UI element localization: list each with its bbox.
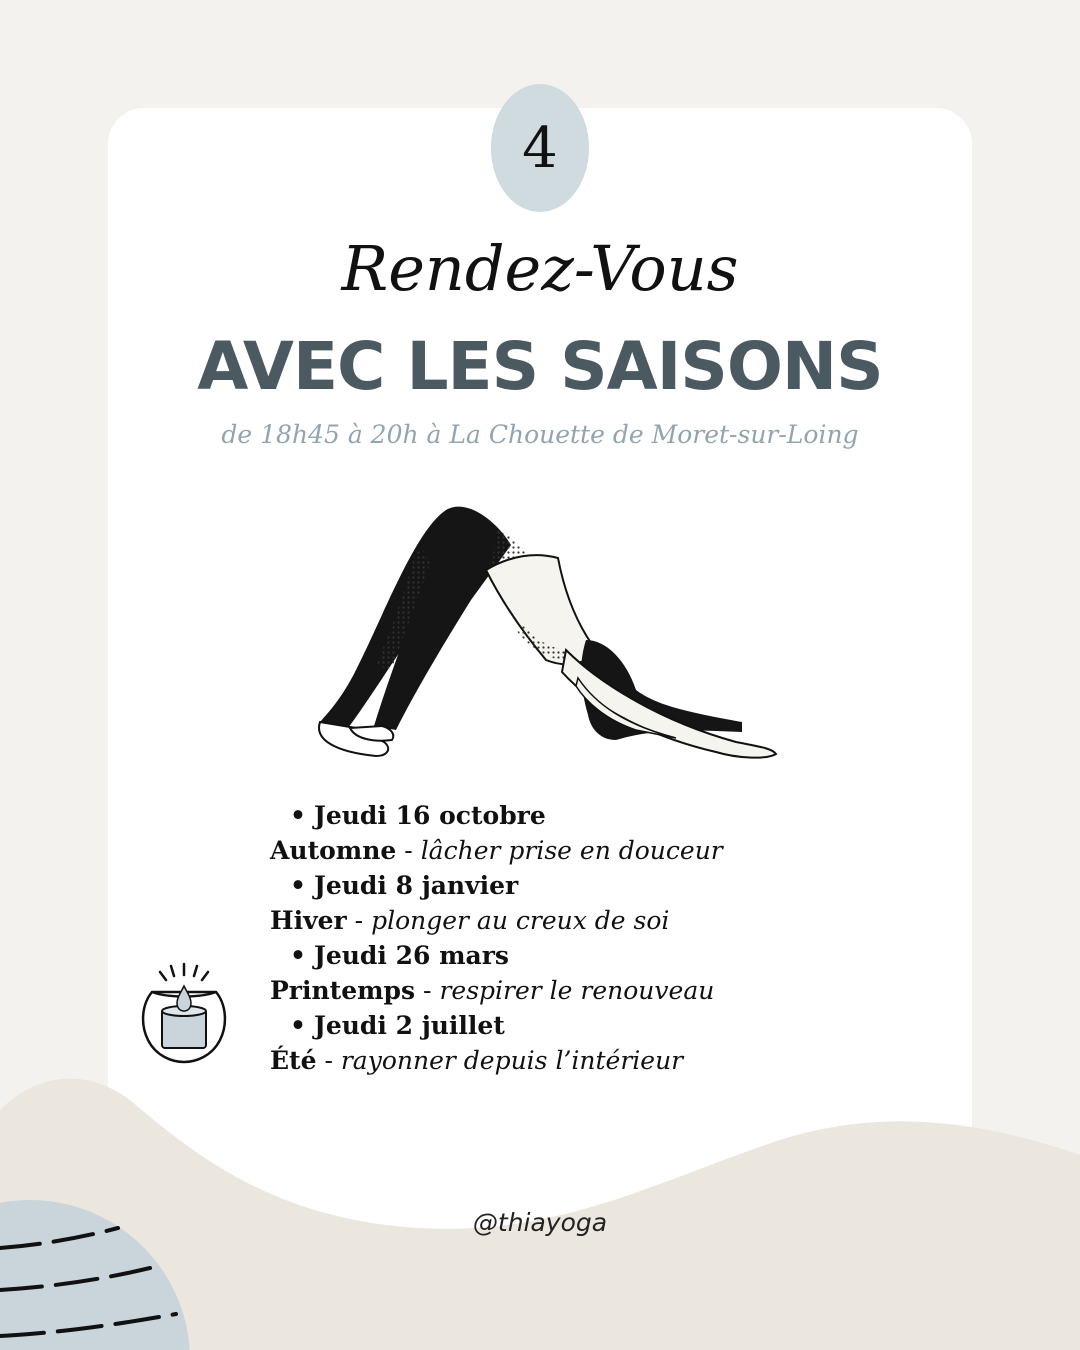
bullet: •	[290, 871, 306, 900]
schedule-list	[270, 798, 870, 1078]
schedule-season-line	[270, 973, 870, 1008]
season-theme: plonger au creux de soi	[371, 906, 670, 935]
bullet: •	[290, 1011, 306, 1040]
season-name: Été	[270, 1046, 317, 1075]
date-text: Jeudi 26 mars	[314, 941, 509, 970]
schedule-date	[270, 868, 870, 903]
date-text: Jeudi 2 juillet	[314, 1011, 505, 1040]
date-text: Jeudi 16 octobre	[314, 801, 546, 830]
bullet: •	[290, 801, 306, 830]
date-text: Jeudi 8 janvier	[314, 871, 519, 900]
step-number: 4	[522, 115, 558, 181]
separator: -	[396, 836, 421, 865]
yoga-downward-dog-illustration	[296, 490, 786, 780]
schedule-season-line	[270, 833, 870, 868]
candle-icon	[138, 962, 230, 1066]
season-theme: respirer le renouveau	[439, 976, 715, 1005]
season-name: Printemps	[270, 976, 416, 1005]
subtitle: de 18h45 à 20h à La Chouette de Moret-sur-Loing	[221, 420, 859, 449]
schedule-season-line	[270, 1043, 870, 1078]
page-title: AVEC LES SAISONS	[197, 328, 883, 405]
schedule-date	[270, 798, 870, 833]
season-name: Hiver	[270, 906, 347, 935]
separator: -	[316, 1046, 341, 1075]
separator: -	[346, 906, 372, 935]
schedule-date	[270, 1008, 870, 1043]
instagram-handle[interactable]: @thiayoga	[472, 1208, 608, 1237]
schedule-date	[270, 938, 870, 973]
season-theme: lâcher prise en douceur	[420, 836, 723, 865]
title-script: Rendez-Vous	[341, 232, 739, 305]
season-theme: rayonner depuis l’intérieur	[340, 1046, 684, 1075]
season-name: Automne	[270, 836, 397, 865]
bullet: •	[290, 941, 306, 970]
separator: -	[415, 976, 440, 1005]
schedule-season-line	[270, 903, 870, 938]
step-number-badge	[491, 84, 589, 212]
